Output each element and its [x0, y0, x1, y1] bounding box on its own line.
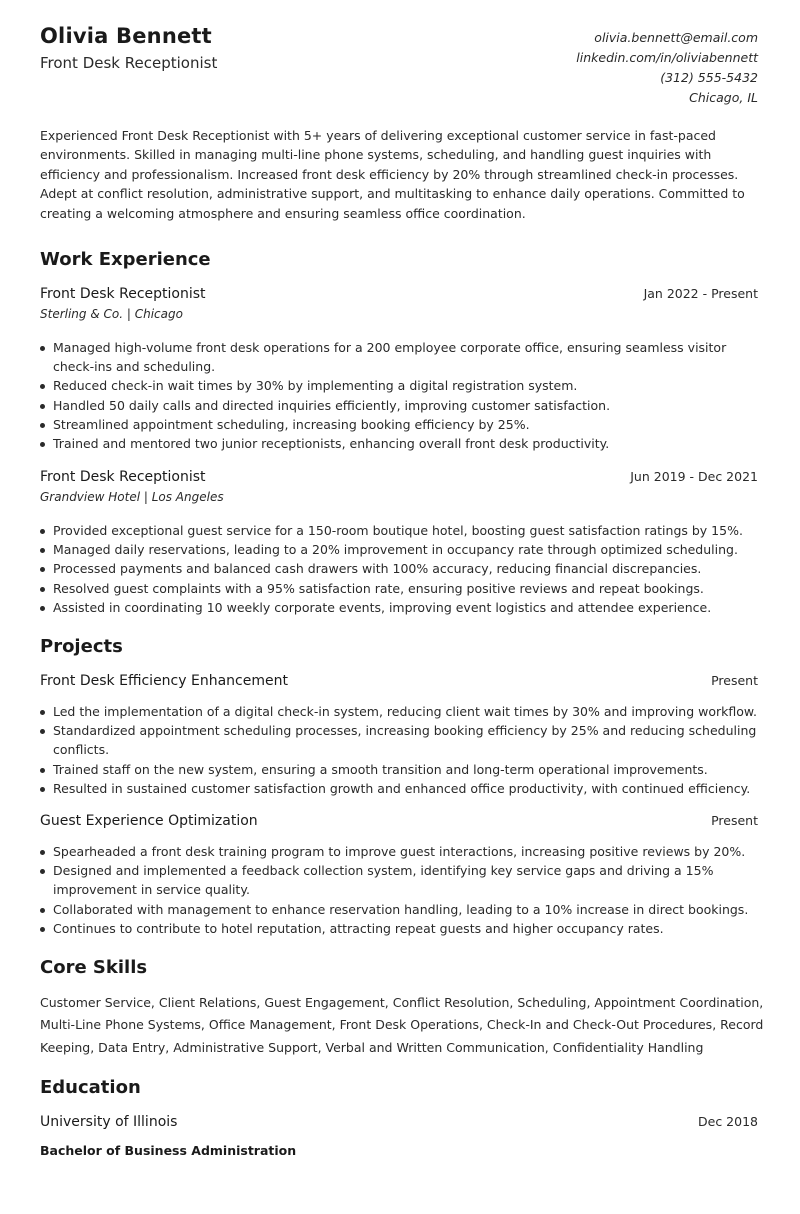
- bullet: Provided exceptional guest service for a 150-room boutique hotel, boosting guest satisfaction ratings by 15%.: [40, 521, 766, 540]
- degree: Bachelor of Business Administration: [40, 1143, 297, 1158]
- bullet: Continues to contribute to hotel reputation, attracting repeat guests and higher occupancy rates.: [40, 919, 766, 938]
- job-bullets: [40, 338, 766, 453]
- section-heading-skills: Core Skills: [40, 957, 148, 978]
- bullet: Standardized appointment scheduling processes, increasing booking efficiency by 25% and reducing scheduling conflicts.: [40, 721, 766, 759]
- bullet: Collaborated with management to enhance reservation handling, leading to a 10% increase in direct bookings.: [40, 900, 766, 919]
- job-bullets: [40, 521, 766, 617]
- skills-list: Customer Service, Client Relations, Guest Engagement, Conflict Resolution, Scheduling, Appointment Coordination, Multi-Line Phone Systems, Office Management, Front Desk Operations, Check-In and Check-Out Procedures, Record Keeping, Data Entry, Administrative Support, Verbal and Written Communication, Confidentiality Handling: [40, 995, 764, 1055]
- job-title: Front Desk Receptionist: [40, 469, 206, 485]
- bullet: Trained staff on the new system, ensuring a smooth transition and long-term operational improvements.: [40, 760, 766, 779]
- bullet: Streamlined appointment scheduling, increasing booking efficiency by 25%.: [40, 415, 766, 434]
- bullet: Managed daily reservations, leading to a 20% improvement in occupancy rate through optimized scheduling.: [40, 540, 766, 559]
- bullet: Managed high-volume front desk operations for a 200 employee corporate office, ensuring seamless visitor check-ins and scheduling.: [40, 338, 766, 376]
- project-title: Front Desk Efficiency Enhancement: [40, 673, 288, 689]
- job-title: Front Desk Receptionist: [40, 286, 206, 302]
- section-heading-work: Work Experience: [40, 249, 211, 270]
- bullet: Trained and mentored two junior receptionists, enhancing overall front desk productivity.: [40, 434, 766, 453]
- location: Chicago, IL: [689, 90, 758, 105]
- bullet: Designed and implemented a feedback collection system, identifying key service gaps and driving a 15% improvement in service quality.: [40, 861, 766, 899]
- school-name: University of Illinois: [40, 1114, 178, 1130]
- contact-block: [576, 28, 758, 108]
- candidate-name: Olivia Bennett: [40, 24, 212, 48]
- section-heading-projects: Projects: [40, 636, 123, 657]
- bullet: Reduced check-in wait times by 30% by implementing a digital registration system.: [40, 376, 766, 395]
- phone-number: (312) 555-5432: [660, 70, 758, 85]
- bullet: Handled 50 daily calls and directed inquiries efficiently, improving customer satisfaction.: [40, 396, 766, 415]
- project-bullets: [40, 702, 766, 798]
- job-company: Sterling & Co. | Chicago: [40, 307, 183, 321]
- project-title: Guest Experience Optimization: [40, 813, 258, 829]
- section-heading-education: Education: [40, 1077, 141, 1098]
- bullet: Led the implementation of a digital check-in system, reducing client wait times by 30% and improving workflow.: [40, 702, 766, 721]
- project-bullets: [40, 842, 766, 938]
- bullet: Resolved guest complaints with a 95% satisfaction rate, ensuring positive reviews and repeat bookings.: [40, 579, 766, 598]
- summary: Experienced Front Desk Receptionist with 5+ years of delivering exceptional customer service in fast-paced environments. Skilled in managing multi-line phone systems, scheduling, and handling guest inquiries with efficiency and professionalism. Increased front desk efficiency by 20% through streamlined check-in processes. Adept at conflict resolution, administrative support, and multitasking to enhance daily operations. Committed to creating a welcoming atmosphere and ensuring seamless office coordination.: [40, 128, 745, 221]
- bullet: Resulted in sustained customer satisfaction growth and enhanced office productivity, with continued efficiency.: [40, 779, 766, 798]
- education-date: Dec 2018: [698, 1114, 758, 1129]
- project-date: Present: [711, 673, 758, 688]
- linkedin-link[interactable]: linkedin.com/in/oliviabennett: [576, 50, 758, 65]
- candidate-title: Front Desk Receptionist: [40, 54, 218, 72]
- job-date: Jun 2019 - Dec 2021: [630, 469, 758, 484]
- project-date: Present: [711, 813, 758, 828]
- bullet: Spearheaded a front desk training program to improve guest interactions, increasing positive reviews by 20%.: [40, 842, 766, 861]
- bullet: Assisted in coordinating 10 weekly corporate events, improving event logistics and attendee experience.: [40, 598, 766, 617]
- job-date: Jan 2022 - Present: [643, 286, 758, 301]
- job-company: Grandview Hotel | Los Angeles: [40, 490, 224, 504]
- email-link[interactable]: olivia.bennett@email.com: [594, 30, 758, 45]
- bullet: Processed payments and balanced cash drawers with 100% accuracy, reducing financial discrepancies.: [40, 559, 766, 578]
